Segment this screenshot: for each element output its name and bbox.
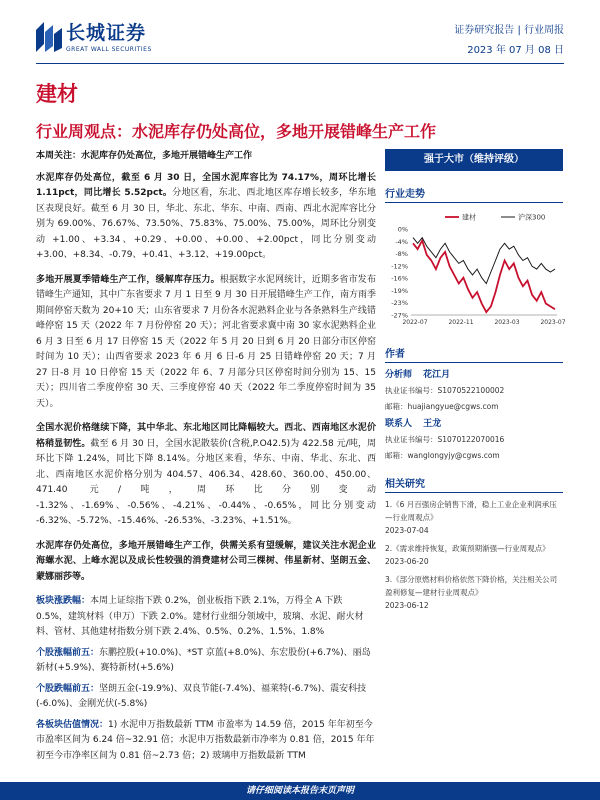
- logo-en-text: GREAT WALL SECURITIES: [66, 46, 152, 53]
- footer-disclaimer: 请仔细阅读本报告末页声明: [0, 782, 600, 800]
- y-tick-label: -4%: [395, 237, 408, 246]
- valuation-row: [36, 718, 376, 765]
- contact-cert: 执业证书编号：S1070122070016: [385, 435, 505, 444]
- analyst-role: 分析师: [385, 370, 413, 380]
- y-tick-label: -16%: [391, 274, 408, 283]
- company-logo: [36, 22, 166, 58]
- report-header: [0, 0, 600, 64]
- related-report-2-title: 2.《需求维持恢复，政策预期渐强—行业周观点》: [385, 544, 550, 553]
- sidebar: [385, 149, 566, 612]
- trend-section-title: 行业走势: [385, 185, 563, 203]
- main-content: [36, 149, 376, 769]
- price-body: 截至 6 月 30 日，全国水泥散装价(含税,P.O42.5)为 422.58 元/吨，周环比下降 1.24%，同比下降 8.14%。分地区来看，华东、中南、华北、东北、西北、西南地区水泥价格分别为 404.57、406.34、428.60、360.00、450.00、471.40 元/吨，周环比分别变动 -1.32%、-1.69%、-0.56%、-4.21%、-0.44%、-0.65%，同比分别变动 -6.32%、-5.72%、-15.46%、-26.53%、-3.23%、+1.51%。: [36, 438, 376, 526]
- related-report-1-date: 2023-07-04: [385, 526, 429, 535]
- price-lead: 全国水泥价格继续下降，其中华北、东北地区同比降幅较大。西北、西南地区水泥价格稍显韧性。: [36, 423, 376, 449]
- inventory-lead: 水泥库存仍处高位，截至 6 月 30 日，全国水泥库容比为 74.17%，周环比增长 1.11pct，同比增长 5.52pct。: [36, 172, 376, 198]
- series-line-building-materials: [413, 241, 555, 313]
- inventory-body: 分地区看，东北、西北地区库存增长较多，华东地区表现良好。截至 6 月 30 日，华北、东北、华东、中南、西南、西北水泥库容比分别为 69.00%、76.67%、73.50%、75.83%、75.00%、75.00%，周环比分别变动 +1.00、+3.34、+0.29、+0.00、+0.00、+2.00pct，同比分别变动 +3.00、+8.34、-0.79、+0.41、+3.12、+19.00pct。: [36, 188, 376, 260]
- top-losers-text: 坚朗五金(-19.9%)、双良节能(-7.4%)、福莱特(-6.7%)、震安科技(-6.0%)、金刚光伏(-5.8%): [36, 683, 367, 709]
- industry-trend-chart: [385, 207, 566, 331]
- analyst-name-line: [385, 367, 563, 380]
- author-section-title: 作者: [385, 345, 563, 363]
- top-losers-row: [36, 682, 376, 713]
- legend-label: 沪深300: [518, 213, 546, 222]
- production-paragraph: [36, 273, 376, 413]
- related-report-3[interactable]: [385, 573, 563, 612]
- sector-name: 建材: [36, 82, 78, 106]
- top-gainers-text: 东鹏控股(+10.0%)、*ST 京蓝(+8.0%)、东宏股份(+6.7%)、丽岛新材(+5.9%)、赛特新材(+5.6%): [36, 647, 371, 673]
- contact-name: 王龙: [423, 419, 442, 429]
- valuation-text: 1) 水泥申万指数最新 TTM 市盈率为 14.59 倍，2015 年年初至今市盈率区间为 6.24 倍~32.91 倍；水泥申万指数最新市净率为 0.81 倍，2015 年年初至今市净率区间为 0.81 倍~2.73 倍；2) 玻璃申万指数最新 TTM: [36, 719, 375, 761]
- contact-email[interactable]: 邮箱：wanglongyjy@cgws.com: [385, 451, 500, 460]
- analyst-block: [385, 367, 563, 412]
- report-type: 证券研究报告 | 行业周报: [454, 25, 564, 36]
- y-tick-label: 0%: [397, 225, 408, 234]
- focus-line: 本周关注：水泥库存仍处高位，多地开展错峰生产工作: [36, 151, 253, 161]
- legend-label: 建材: [462, 213, 476, 222]
- board-change-row: [36, 594, 376, 641]
- report-date: 2023 年 07 月 08 日: [467, 45, 564, 56]
- contact-block: [385, 416, 563, 461]
- contact-role: 联系人: [385, 419, 413, 429]
- x-tick-label: 2022-07: [402, 319, 428, 326]
- production-body: 根据数字水泥网统计，近期多省市发布错峰生产通知，其中广东省要求 7 月 1 日至 9 月 30 日开展错峰生产工作，南方雨季期间停窑天数为 20+10 天；山东省要求 7 月份各水泥熟料企业与各条熟料生产线错峰停窑 15 天（2022 年 7 月份停窑 20 天）；河北省要求冀中南 30 家水泥熟料企业 6 月 3 日至 6 月 17 日停窑 15 天（2022 年 5 月 20 日到 6 月 20 日部分市区停窑时间为 10 天）；山西省要求 2023 年 6 月 6 日-6 月 25 日错峰停窑 20 天；7 月 27 日-8 月 10 日停窑 15 天（2022 年 6、7 月部分只区停窑时间分别为 15、15 天）；四川省二季度停窑 30 天、三季度停窑 40 天（2022 年二季度停窑时间为 35 天）。: [36, 274, 376, 409]
- board-change-text: 本周上证综指下跌 0.2%，创业板指下跌 2.1%，万得全 A 下跌 0.5%，建筑材料（申万）下跌 2.0%。建材行业细分领域中，玻璃、水泥、耐火材料、管材、其他建材指数分别下跌 2.4%、0.5%、0.2%、1.5%、1.8%: [36, 596, 364, 637]
- top-gainers-label: 个股涨幅前五：: [36, 647, 100, 658]
- related-report-1-title: 1.《6 月百强房企销售下滑，稳上工业企业利润承压 —行业周观点》: [385, 500, 557, 522]
- great-wall-logo-icon: [36, 22, 62, 52]
- x-tick-label: 2022-11: [448, 319, 474, 326]
- contact-name-line: [385, 416, 563, 429]
- related-report-2[interactable]: [385, 542, 563, 568]
- y-tick-label: -19%: [391, 286, 408, 295]
- logo-cn-text: 长城证券: [66, 22, 147, 44]
- production-lead: 多地开展夏季错峰生产工作，缓解库存压力。: [36, 274, 220, 285]
- related-report-2-date: 2023-06-20: [385, 557, 429, 566]
- related-section-title: 相关研究: [385, 475, 563, 493]
- price-paragraph: [36, 421, 376, 530]
- top-gainers-row: [36, 646, 376, 677]
- series-line-csi300: [413, 238, 555, 284]
- related-report-3-date: 2023-06-12: [385, 601, 429, 610]
- analyst-name: 花江月: [423, 370, 451, 380]
- trend-chart-svg: [385, 207, 566, 331]
- header-divider: [36, 63, 564, 64]
- valuation-label: 各板块估值情况：: [36, 719, 109, 730]
- analyst-cert: 执业证书编号：S1070522100002: [385, 386, 505, 395]
- related-report-3-title: 3.《部分原燃材料价格依然下降价格，关注相关公司盈利修复—建材行业周观点》: [385, 575, 558, 597]
- recommendation-paragraph: 水泥库存仍处高位，多地开展错峰生产工作，供需关系有望缓解，建议关注水泥企业海螺水泥、上峰水泥以及成长性较强的消费建材公司三棵树、伟星新材、坚朗五金、蒙娜丽莎等。: [36, 540, 376, 582]
- y-tick-label: -8%: [395, 250, 408, 259]
- y-tick-label: -23%: [391, 299, 408, 308]
- y-tick-label: -12%: [391, 262, 408, 271]
- analyst-email[interactable]: 邮箱：huajiangyue@cgws.com: [385, 402, 499, 411]
- y-tick-label: -27%: [391, 311, 408, 320]
- board-change-label: 板块涨跌幅：: [36, 596, 91, 606]
- report-title: 行业周观点：水泥库存仍处高位，多地开展错峰生产工作: [36, 122, 437, 141]
- inventory-paragraph: [36, 171, 376, 264]
- top-losers-label: 个股跌幅前五：: [36, 683, 100, 694]
- x-tick-label: 2023-03: [494, 319, 520, 326]
- related-report-1[interactable]: [385, 498, 563, 537]
- x-tick-label: 2023-07: [540, 319, 566, 326]
- rating-badge: 强于大市（维持评级）: [385, 149, 563, 171]
